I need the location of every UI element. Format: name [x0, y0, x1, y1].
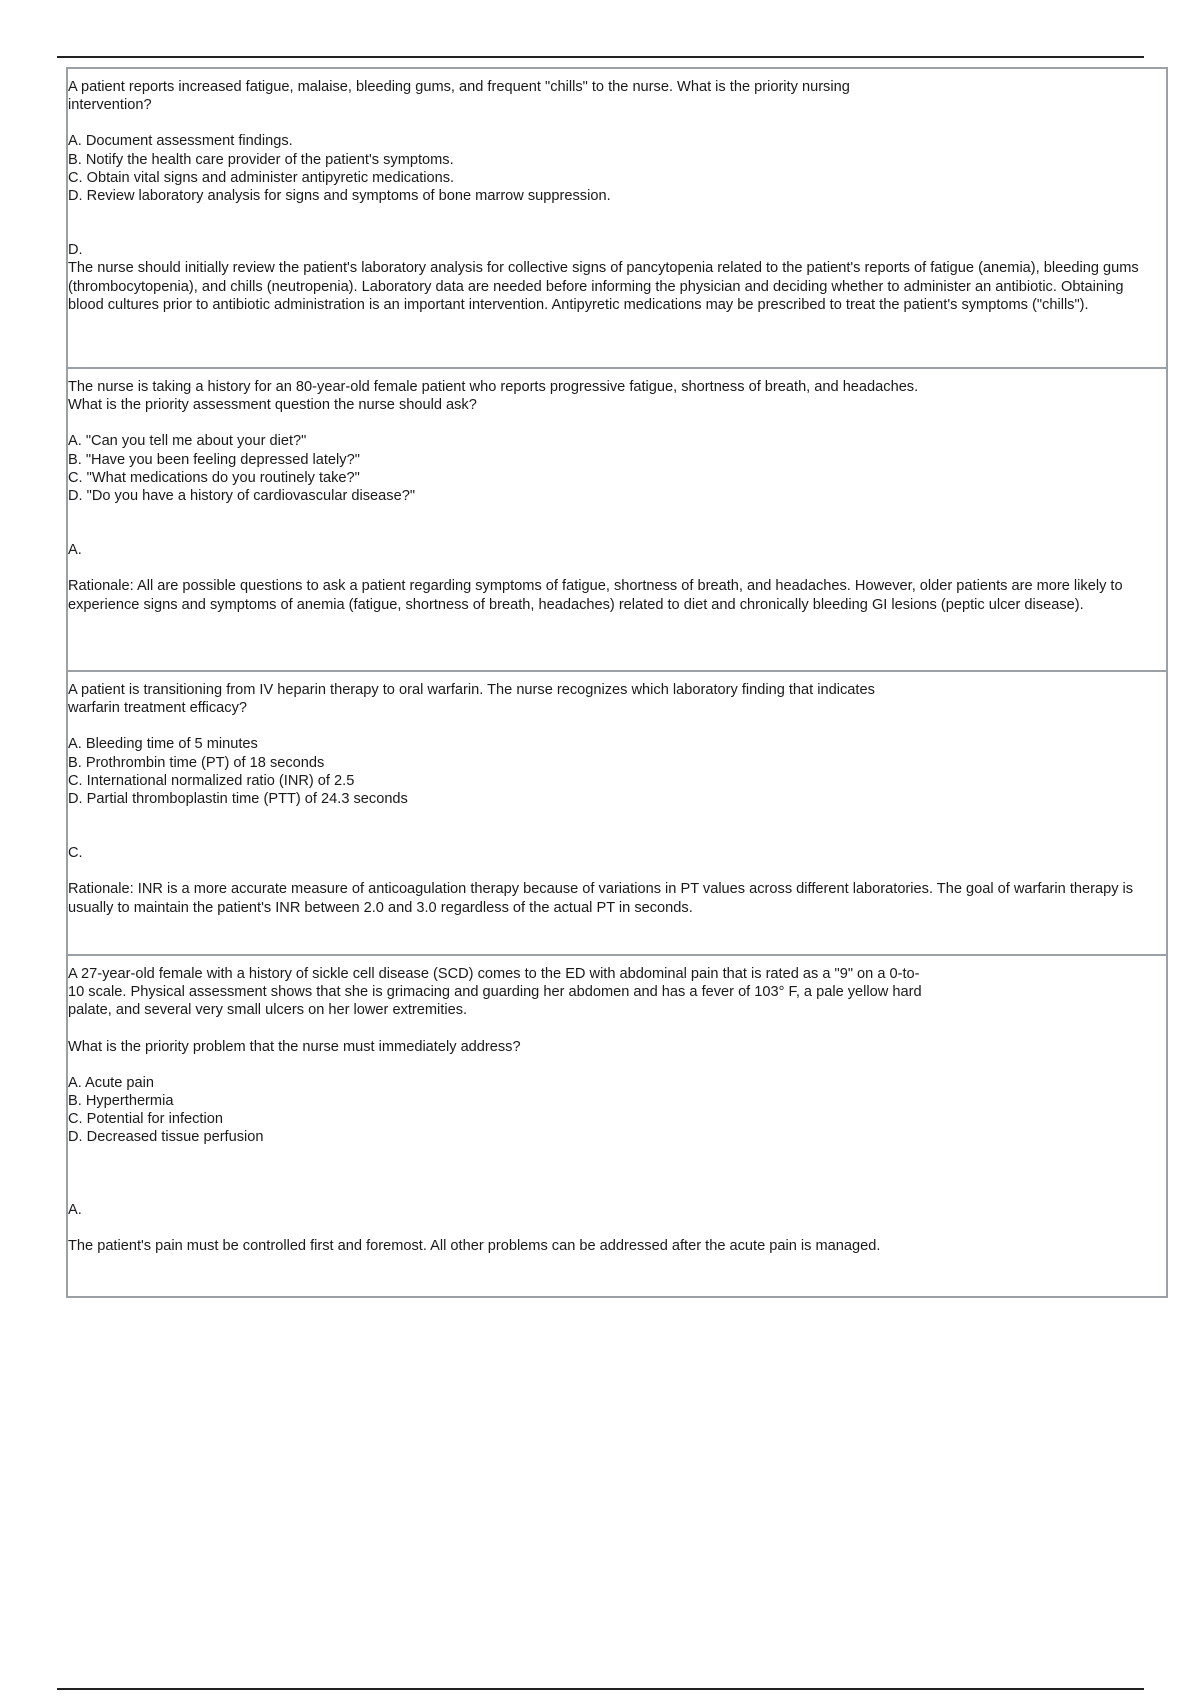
question-text: A patient is transitioning from IV heparin therapy to oral warfarin. The nurse recognizes which laboratory finding that indicates warfarin treatment efficacy? — [68, 682, 875, 717]
answer-letter: A. — [68, 1201, 82, 1218]
option-b: B. Prothrombin time (PT) of 18 seconds — [68, 754, 325, 771]
flashcard-list — [66, 67, 1168, 1298]
option-d: D. Partial thromboplastin time (PTT) of 24.3 seconds — [68, 791, 408, 808]
options-list — [68, 735, 1148, 808]
flashcard — [66, 670, 1168, 956]
option-b: B. "Have you been feeling depressed lately?" — [68, 451, 360, 468]
question-prompt: What is the priority problem that the nurse must immediately address? — [68, 1038, 521, 1055]
option-a: A. Acute pain — [68, 1074, 155, 1091]
option-d: D. Review laboratory analysis for signs and symptoms of bone marrow suppression. — [68, 188, 611, 205]
flashcard — [66, 954, 1168, 1298]
options-list — [68, 132, 1148, 205]
flashcard — [66, 67, 1168, 369]
footer-rule — [57, 1688, 1144, 1690]
option-d: D. Decreased tissue perfusion — [68, 1129, 264, 1146]
option-b: B. Hyperthermia — [68, 1093, 174, 1110]
rationale-text: Rationale: All are possible questions to ask a patient regarding symptoms of fatigue, shortness of breath, and headaches. However, older patients are more likely to experience signs and symptoms of anemia (fatigue, shortness of breath, headaches) related to diet and chronically bleeding GI lesions (peptic ulcer disease). — [68, 578, 1123, 613]
rationale-text: The patient's pain must be controlled first and foremost. All other problems can be addressed after the acute pain is managed. — [68, 1237, 881, 1254]
option-c: C. Obtain vital signs and administer antipyretic medications. — [68, 169, 455, 186]
answer-letter: A. — [68, 542, 82, 559]
options-list — [68, 432, 1148, 505]
question-text: The nurse is taking a history for an 80-year-old female patient who reports progressive fatigue, shortness of breath, and headaches. What is the priority assessment question the nurse should ask? — [68, 379, 919, 414]
rationale-text: The nurse should initially review the patient's laboratory analysis for collective signs of pancytopenia related to the patient's reports of fatigue (anemia), bleeding gums (thrombocytopenia), and chills (neutropenia). Laboratory data are needed before informing the physician and deciding whether to administer an antibiotic. Obtaining blood cultures prior to antibiotic administration is an important intervention. Antipyretic medications may be prescribed to treat the patient's symptoms ("chills"). — [68, 260, 1139, 313]
answer-letter: C. — [68, 845, 83, 862]
answer-letter: D. — [68, 242, 83, 259]
option-c: C. Potential for infection — [68, 1111, 223, 1128]
option-c: C. International normalized ratio (INR) of 2.5 — [68, 772, 355, 789]
option-c: C. "What medications do you routinely take?" — [68, 469, 360, 486]
option-a: A. Document assessment findings. — [68, 133, 293, 150]
question-text: A patient reports increased fatigue, malaise, bleeding gums, and frequent "chills" to the nurse. What is the priority nursing intervention? — [68, 79, 850, 114]
flashcard — [66, 367, 1168, 672]
header-rule — [57, 56, 1144, 58]
option-d: D. "Do you have a history of cardiovascular disease?" — [68, 488, 416, 505]
rationale-text: Rationale: INR is a more accurate measure of anticoagulation therapy because of variations in PT values across different laboratories. The goal of warfarin therapy is usually to maintain the patient's INR between 2.0 and 3.0 regardless of the actual PT in seconds. — [68, 881, 1134, 916]
question-text: A 27-year-old female with a history of sickle cell disease (SCD) comes to the ED with abdominal pain that is rated as a "9" on a 0-to-10 scale. Physical assessment shows that she is grimacing and guarding her abdomen and has a fever of 103° F, a pale yellow hard palate, and several very small ulcers on her lower extremities. — [68, 966, 922, 1019]
option-b: B. Notify the health care provider of the patient's symptoms. — [68, 151, 454, 168]
option-a: A. "Can you tell me about your diet?" — [68, 433, 307, 450]
options-list — [68, 1074, 1148, 1147]
option-a: A. Bleeding time of 5 minutes — [68, 736, 258, 753]
